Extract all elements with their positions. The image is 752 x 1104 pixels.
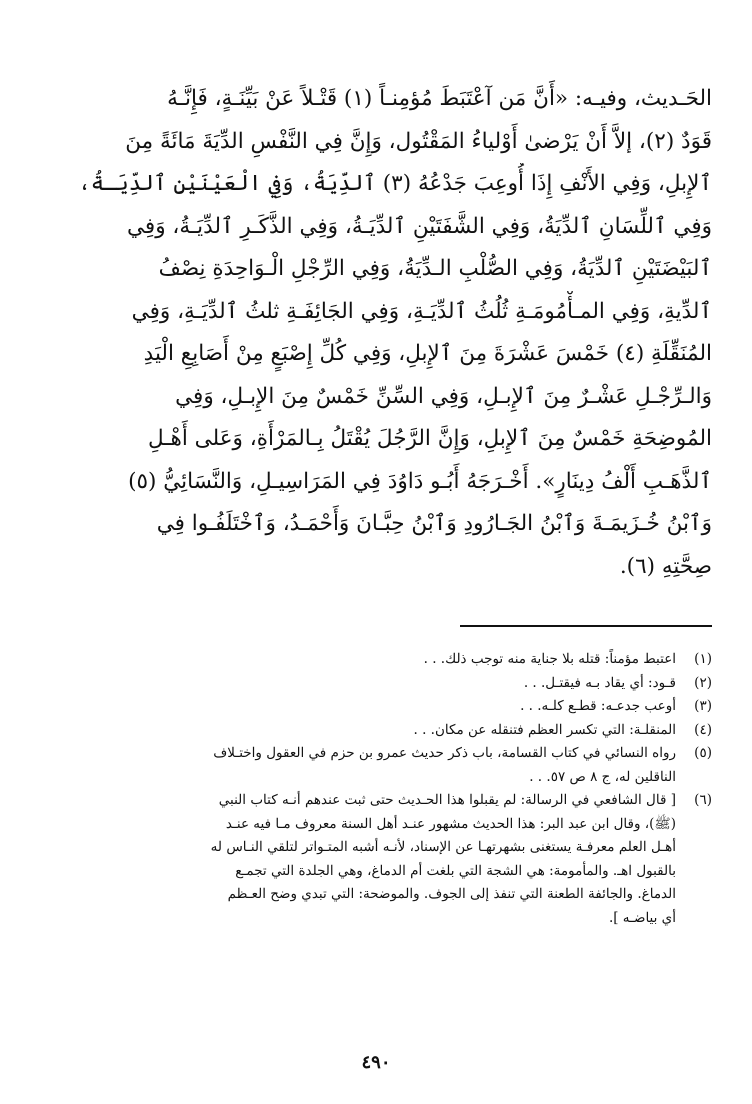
main-text-line: الحَـديث، وفيـه: «أَنَّ مَن آعْتَبَطَ مُؤمِنـاً (١) قَتْـلاً عَنْ بَيِّنَـةٍ، فَإِنَّـهُ [167, 86, 712, 111]
footnote-number: (٥) [694, 745, 712, 761]
footnote-text: [ قال الشافعي في الرسالة: لم يقبلوا هذا الحـديث حتى ثبت عندهم أنـه كتاب النبي [218, 792, 676, 808]
footnote-text: اعتبط مؤمناً: قتله بلا جناية منه توجب ذلك. . . [423, 651, 676, 667]
footnote-2 [72, 672, 712, 696]
footnote-number: (٣) [694, 698, 712, 714]
footnote-text: بالقبول اهـ. والمأمومة: هي الشجة التي بلغت أم الدماغ، وهي الجلدة التي تجمـع [235, 862, 676, 879]
main-text-line: قَوَدٌ (٢)، إلاَّ أَنْ يَرْضىٰ أَوْلياءُ المَقْتُول، وَإِنَّ فِي النَّفْسِ الدِّيَةَ مَائَةً مِنَ [125, 128, 712, 154]
footnote-text: المنقلـة: التي تكسر العظم فتنقله عن مكان. . . [413, 721, 676, 738]
main-text-line: صِحَّتِهِ (٦). [619, 553, 712, 579]
main-text-line: ٱلبَيْضَتَيْنِ ٱلدِّيَةُ، وَفِي الصُّلْبِ الـدِّيَةُ، وَفِي الرِّجْلِ الْـوَاحِدَةِ نِصْفُ [158, 256, 712, 281]
footnote-5 [72, 742, 712, 789]
footnote-6 [72, 789, 712, 930]
footnotes-section [72, 648, 712, 930]
footnote-number: (٤) [694, 721, 712, 738]
main-text-line: وَفِي ٱللِّسَانِ ٱلدِّيَةُ، وَفِي الشَّفَتَيْنِ ٱلدِّيَـةُ، وَفِي الذَّكَـرِ ٱلدِّيَـةُ، وَفِي [127, 213, 712, 239]
footnote-number: (١) [694, 651, 712, 667]
page-number: ٤٩٠ [361, 1052, 391, 1073]
main-text-line: المُنَقِّلَةِ (٤) خَمْسَ عَشْرَةَ مِنَ ٱلإِبلِ، وَفِي كُلِّ إِصْبَعٍ مِنْ أَصَابِعِ الْيَدِ [143, 341, 712, 366]
footnote-text: (ﷺ)، وقال ابن عبد البر: هذا الحديث مشهور عنـد أهل السنة معروف مـا فيه عنـد [225, 815, 676, 832]
footnote-number: (٦) [694, 792, 712, 808]
footnote-separator [460, 625, 712, 627]
main-text-line: ٱلإِبلِ، وَفِي الأَنْفِ إِذَا أُوعِبَ جَدْعُهُ (٣) ٱلدِّيَةُ، وَفِي الْعَيْنَيْنِ ٱلدِّيَـةُ، [78, 171, 712, 196]
footnote-text: رواه النسائي في كتاب القسامة، باب ذكر حديث عمرو بن حزم في العقول واختـلاف [213, 745, 676, 761]
footnote-text: أي بياضـه ]. [608, 909, 676, 926]
footnote-text: أهـل العلم معرفـة يستغنى بشهرتهـا عن الإسناد، لأنـه أشبه المتـواتر لتلقي النـاس له [210, 839, 676, 855]
main-text-line: ٱلدِّيةِ، وَفِي المـأْمُومَـةِ ثُلُثُ ٱلدِّيَـةِ، وَفِي الجَائِفَـةِ ثلثُ ٱلدِّيَـةِ، وَفِي [131, 298, 712, 324]
footnote-4 [72, 719, 712, 743]
main-text-line: وَالـرِّجْـلِ عَشْـرٌ مِنَ ٱلإِبـلِ، وَفِي السِّنِّ خَمْسٌ مِنَ الإِبـلِ، وَفِي [175, 383, 712, 409]
footnote-1 [72, 648, 712, 672]
main-text-body [72, 78, 712, 588]
main-text-line: المُوضِحَةِ خَمْسٌ مِنَ ٱلإِبلِ، وَإِنَّ الرَّجُلَ يُقْتَلُ بِـالمَرْأَةِ، وَعَلى أَهْـلِ [147, 426, 712, 451]
footnote-text: الناقلين له، ج ٨ ص ٥٧. . . [529, 768, 676, 785]
footnote-number: (٢) [694, 674, 712, 691]
footnote-3 [72, 695, 712, 719]
footnote-text: أوعب جدعـه: قطـع كلـه. . . [520, 698, 676, 714]
main-text-line: ٱلذَّهَـبِ أَلْفُ دِينَارٍ». أَخْـرَجَهُ أَبُـو دَاوُدَ فِي المَرَاسِيـلِ، وَالنَّسَائِيُّ (٥) [128, 468, 712, 494]
footnote-text: قـود: أي يقاد بـه فيقتـل. . . [523, 674, 676, 691]
main-text-line: وَٱبْنُ خُـزَيمَـةَ وَٱبْنُ الجَـارُودِ وَٱبْنُ حِبَّـانَ وَأَحْمَـدُ، وَٱخْتَلَفُـوا فِي [156, 511, 712, 536]
footnote-text: الدماغ. والجائفة الطعنة التي تنفذ إلى الجوف. والموضحة: التي تبدي وضح العـظم [227, 886, 676, 902]
